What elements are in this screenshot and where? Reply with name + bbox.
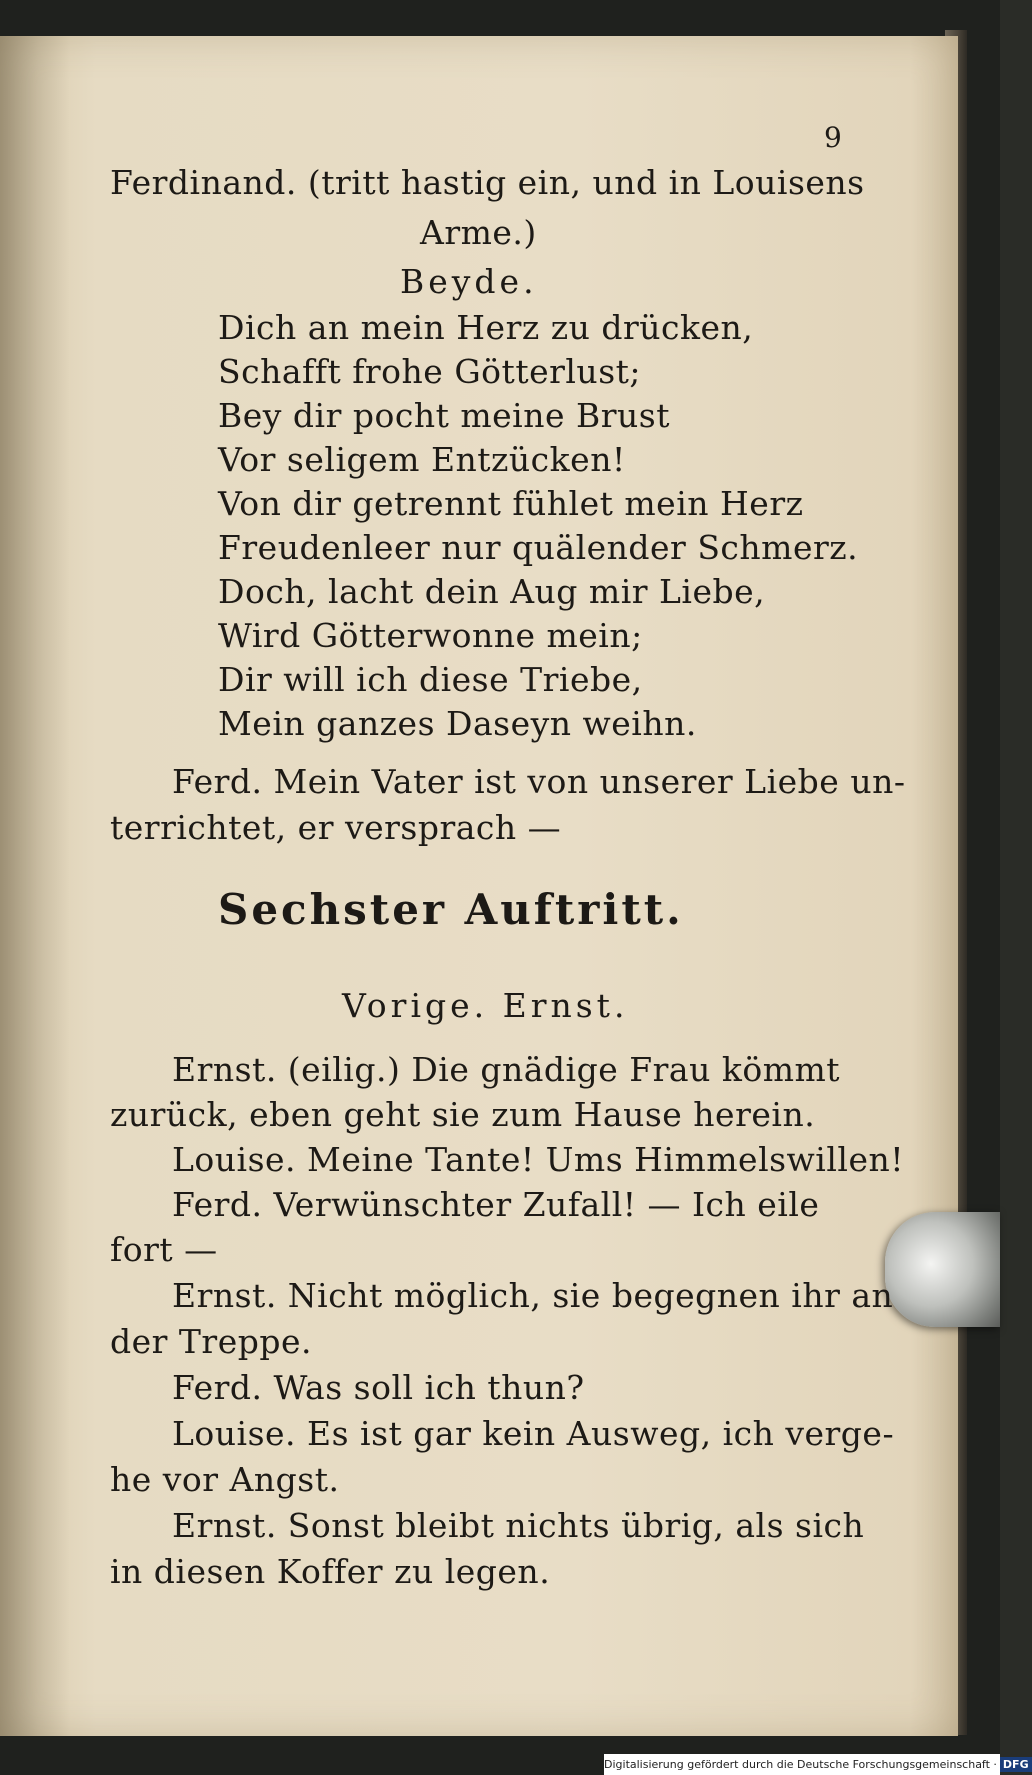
text-line: fort — (110, 1230, 218, 1269)
verse-line: Schafft frohe Götterlust; (218, 352, 642, 391)
text-line: Ferdinand. (tritt hastig ein, und in Louisens (110, 163, 865, 202)
text-line: Louise. Es ist gar kein Ausweg, ich verge- (172, 1414, 895, 1453)
text-line: Louise. Meine Tante! Ums Himmelswillen! (172, 1140, 905, 1179)
text-line: Ferd. Was soll ich thun? (172, 1368, 585, 1407)
speaker-line: Beyde. (400, 262, 538, 301)
text-line: terrichtet, er versprach — (110, 808, 562, 847)
verse-line: Dich an mein Herz zu drücken, (218, 308, 754, 347)
footer-text: Digitalisierung gefördert durch die Deutsche Forschungsgemeinschaft · (604, 1758, 997, 1771)
text-line: zurück, eben geht sie zum Hause herein. (110, 1095, 816, 1134)
page-number: 9 (824, 121, 843, 154)
verse-line: Freudenleer nur quälender Schmerz. (218, 528, 859, 567)
text-line: he vor Angst. (110, 1460, 340, 1499)
scene-characters: Vorige. Ernst. (342, 986, 629, 1025)
digitization-footer (604, 1754, 1029, 1775)
verse-line: Von dir getrennt fühlet mein Herz (218, 484, 804, 523)
text-line: Ernst. (eilig.) Die gnädige Frau kömmt (172, 1050, 841, 1089)
scene-heading: Sechster Auftritt. (218, 885, 684, 934)
verse-line: Wird Götterwonne mein; (218, 616, 643, 655)
text-line: Ernst. Sonst bleibt nichts übrig, als sich (172, 1506, 865, 1545)
dfg-logo: DFG (1000, 1757, 1032, 1772)
text-line: der Treppe. (110, 1322, 313, 1361)
verse-line: Mein ganzes Daseyn weihn. (218, 704, 697, 743)
text-line: Ferd. Verwünschter Zufall! — Ich eile (172, 1185, 820, 1224)
text-line: in diesen Koffer zu legen. (110, 1552, 551, 1591)
text-line: Arme.) (420, 213, 537, 252)
verse-line: Vor seligem Entzücken! (218, 440, 626, 479)
verse-line: Dir will ich diese Triebe, (218, 660, 643, 699)
verse-line: Doch, lacht dein Aug mir Liebe, (218, 572, 766, 611)
verse-line: Bey dir pocht meine Brust (218, 396, 670, 435)
text-line: Ferd. Mein Vater ist von unserer Liebe un- (172, 762, 906, 801)
text-line: Ernst. Nicht möglich, sie begegnen ihr an (172, 1276, 894, 1315)
